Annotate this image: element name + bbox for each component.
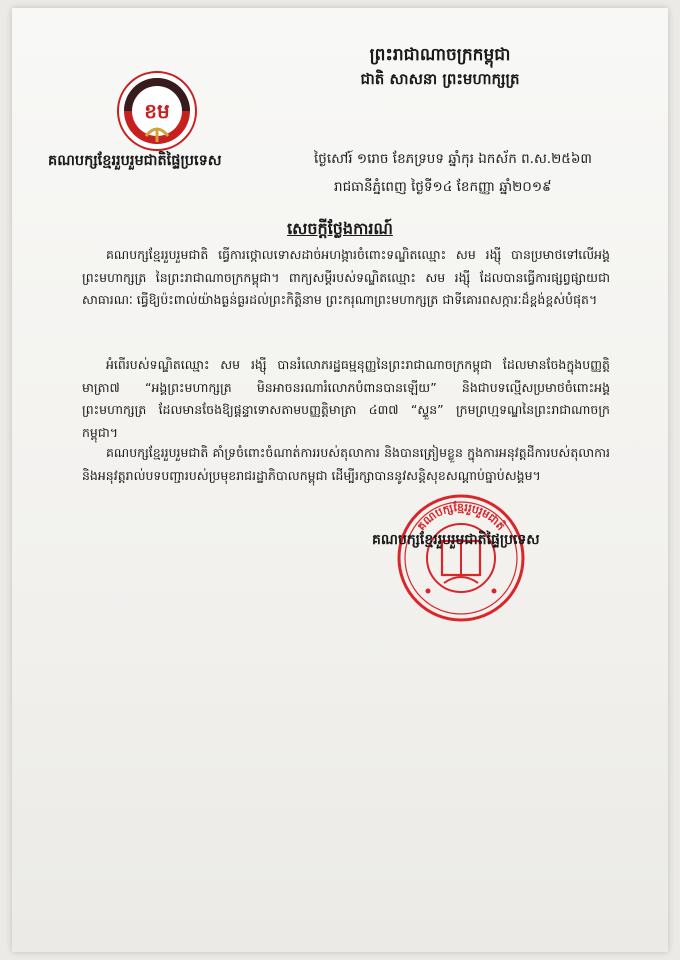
paragraph-3 xyxy=(82,442,610,487)
paragraph-1 xyxy=(82,244,610,312)
lunar-date: ថ្ងៃសៅរ៍ ១រោច ខែភទ្របទ ឆ្នាំកុរ ឯកស័ក ព.ស.២៥៦៣ xyxy=(314,151,592,167)
party-logo xyxy=(116,70,198,152)
party-name: គណបក្សខ្មែររួបរួមជាតិផ្ទៃប្រទេស xyxy=(48,153,222,169)
kingdom-title: ព្រះរាជាណាចក្រកម្ពុជា xyxy=(369,45,511,65)
paragraph-2-text: អំពើរបស់ទណ្ឌិតឈ្មោះ សម រង្ស៊ី បានរំលោភរដ្ឋធម្មនុញ្ញនៃព្រះរាជាណាចក្រកម្ពុជា ដែលមានចែងក្នុងបញ្ញត្តិមាត្រា៧ “អង្គព្រះមហាក្សត្រ មិនអាចនរណារំលោភបំពានបានឡើយ” និងជាបទល្មើសប្រមាថចំពោះអង្គព្រះមហាក្សត្រ ដែលមានចែងឱ្យផ្តន្ទាទោសតាមបញ្ញត្តិមាត្រា ៤៣៧ “ស្ទួន” ក្រមព្រហ្មទណ្ឌនៃព្រះរាជាណាចក្រកម្ពុជា។ xyxy=(82,357,610,440)
paragraph-3-text: គណបក្សខ្មែររួបរួមជាតិ គាំទ្រចំពោះចំណាត់ការរបស់តុលាការ និងបានត្រៀមខ្លួន ក្នុងការអនុវត្តដីការបស់តុលាការ និងអនុវត្តរាល់បទបញ្ជារបស់ប្រមុខរាជរដ្ឋាភិបាលកម្ពុជា ដើម្បីរក្សាបាននូវសន្តិសុខសណ្តាប់ធ្នាប់សង្គម។ xyxy=(82,445,610,483)
official-seal xyxy=(394,491,528,625)
seal-text: គណបក្សខ្មែររួបរួមជាតិ xyxy=(414,500,508,533)
signature-party-name: គណបក្សខ្មែររួបរួមជាតិផ្ទៃប្រទេស xyxy=(372,532,540,548)
document-page xyxy=(12,8,668,952)
national-motto: ជាតិ សាសនា ព្រះមហាក្សត្រ xyxy=(360,70,520,88)
paragraph-2 xyxy=(82,354,610,444)
document-title: សេចក្តីថ្លែងការណ៍ xyxy=(287,219,393,238)
paragraph-1-text: គណបក្សខ្មែររួបរួមជាតិ ធ្វើការថ្កោលទោសដាច់អហង្ការចំពោះទណ្ឌិតឈ្មោះ សម រង្ស៊ី បានប្រមាថទៅលើអង្គព្រះមហាក្សត្រ នៃព្រះរាជាណាចក្រកម្ពុជា។ ពាក្យសម្តីរបស់ទណ្ឌិតឈ្មោះ សម រង្ស៊ី ដែលបានធ្វើការផ្សព្វផ្សាយជាសាធារណៈ ធ្វើឱ្យប៉ះពាល់យ៉ាងធ្ងន់ធ្ងរដល់ព្រះកិត្តិនាម ព្រះករុណាព្រះមហាក្សត្រ ជាទីគោរពសក្ការៈដ៏ខ្ពង់ខ្ពស់បំផុត។ xyxy=(82,247,610,307)
solar-date: រាជធានីភ្នំពេញ ថ្ងៃទី១៤ ខែកញ្ញា ឆ្នាំ២០១៩ xyxy=(334,179,552,195)
logo-letters: ខម xyxy=(144,99,170,123)
